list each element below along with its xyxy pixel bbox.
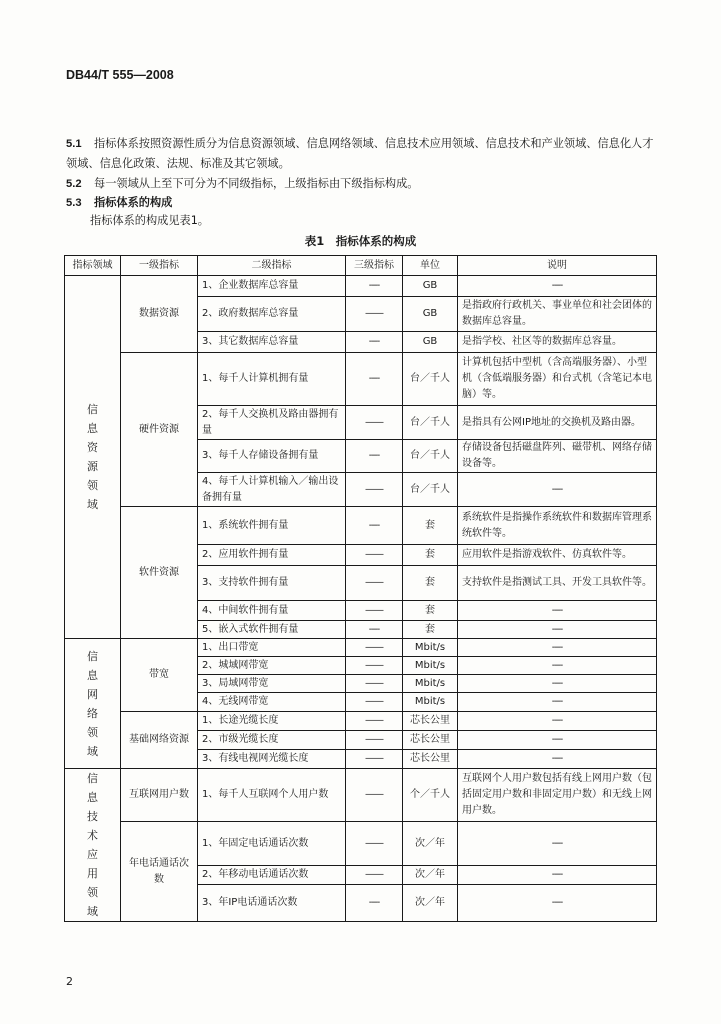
level3-cell: ----	[346, 276, 403, 297]
document-id: DB44/T 555—2008	[66, 68, 174, 82]
domain-cell	[65, 276, 121, 639]
description-cell: ----	[458, 276, 657, 297]
level2-cell: 3、支持软件拥有量	[198, 566, 346, 601]
level3-cell: ——	[346, 297, 403, 332]
table-row	[65, 353, 657, 406]
level2-cell: 1、每千人互联网个人用户数	[198, 769, 346, 822]
level3-cell: ——	[346, 657, 403, 675]
unit-cell: 次／年	[403, 866, 458, 885]
clause-title: 指标体系的构成	[94, 196, 173, 209]
unit-cell: Mbit/s	[403, 657, 458, 675]
level2-cell: 3、有线电视网光缆长度	[198, 750, 346, 769]
unit-cell: 芯长公里	[403, 731, 458, 750]
description-cell: 系统软件是指操作系统软件和数据库管理系统软件等。	[458, 507, 657, 545]
header-cell: 二级指标	[198, 256, 346, 276]
description-cell: ----	[458, 657, 657, 675]
unit-cell: GB	[403, 276, 458, 297]
description-cell: ----	[458, 731, 657, 750]
table-row	[65, 276, 657, 297]
level3-cell: ——	[346, 731, 403, 750]
unit-cell: 次／年	[403, 822, 458, 866]
unit-cell: Mbit/s	[403, 675, 458, 693]
description-cell: 支持软件是指测试工具、开发工具软件等。	[458, 566, 657, 601]
page-number: 2	[66, 975, 73, 988]
clause-5-3	[66, 193, 658, 213]
unit-cell: 芯长公里	[403, 750, 458, 769]
level2-cell: 4、无线网带宽	[198, 693, 346, 712]
indicator-table	[64, 255, 657, 922]
level2-cell: 3、年IP电话通话次数	[198, 885, 346, 922]
level1-cell: 软件资源	[121, 507, 198, 639]
clause-number: 5.1	[66, 138, 82, 150]
table-row	[65, 712, 657, 731]
table-row	[65, 639, 657, 657]
level2-cell: 2、每千人交换机及路由器拥有量	[198, 406, 346, 440]
description-cell: 是指具有公网IP地址的交换机及路由器。	[458, 406, 657, 440]
level3-cell: ----	[346, 507, 403, 545]
description-cell: ----	[458, 601, 657, 621]
level1-cell: 互联网用户数	[121, 769, 198, 822]
clause-5-2	[66, 174, 658, 194]
level3-cell: ——	[346, 566, 403, 601]
header-cell: 说明	[458, 256, 657, 276]
level1-cell: 数据资源	[121, 276, 198, 353]
clause-number: 5.3	[66, 197, 82, 209]
level2-cell: 1、系统软件拥有量	[198, 507, 346, 545]
level2-cell: 1、出口带宽	[198, 639, 346, 657]
unit-cell: 次／年	[403, 885, 458, 922]
level3-cell: ——	[346, 822, 403, 866]
level3-cell: ——	[346, 712, 403, 731]
level1-cell: 基础网络资源	[121, 712, 198, 769]
level3-cell: ——	[346, 545, 403, 566]
clause-5-1	[66, 134, 658, 174]
unit-cell: Mbit/s	[403, 639, 458, 657]
level2-cell: 1、企业数据库总容量	[198, 276, 346, 297]
unit-cell: 台／千人	[403, 473, 458, 507]
level2-cell: 2、城域网带宽	[198, 657, 346, 675]
level3-cell: ----	[346, 440, 403, 473]
description-cell: 是指学校、社区等的数据库总容量。	[458, 332, 657, 353]
description-cell: ----	[458, 822, 657, 866]
unit-cell: GB	[403, 297, 458, 332]
level2-cell: 3、其它数据库总容量	[198, 332, 346, 353]
header-cell: 单位	[403, 256, 458, 276]
level3-cell: ——	[346, 473, 403, 507]
table-header-row	[65, 256, 657, 276]
unit-cell: 套	[403, 566, 458, 601]
level3-cell: ----	[346, 621, 403, 639]
header-cell: 指标领域	[65, 256, 121, 276]
unit-cell: 台／千人	[403, 406, 458, 440]
level3-cell: ----	[346, 885, 403, 922]
level2-cell: 4、中间软件拥有量	[198, 601, 346, 621]
level3-cell: ——	[346, 769, 403, 822]
level1-cell: 带宽	[121, 639, 198, 712]
level2-cell: 3、每千人存储设备拥有量	[198, 440, 346, 473]
level3-cell: ——	[346, 866, 403, 885]
level2-cell: 1、长途光缆长度	[198, 712, 346, 731]
domain-label: 信息技术应用领域	[87, 772, 98, 918]
unit-cell: 套	[403, 601, 458, 621]
level3-cell: ——	[346, 601, 403, 621]
domain-label: 信息资源领域	[87, 403, 98, 511]
description-cell: ----	[458, 885, 657, 922]
level2-cell: 5、嵌入式软件拥有量	[198, 621, 346, 639]
unit-cell: 个／千人	[403, 769, 458, 822]
description-cell: ----	[458, 621, 657, 639]
unit-cell: 套	[403, 545, 458, 566]
level2-cell: 2、政府数据库总容量	[198, 297, 346, 332]
level1-cell: 年电话通话次数	[121, 822, 198, 922]
description-cell: ----	[458, 639, 657, 657]
domain-cell	[65, 769, 121, 922]
description-cell: 计算机包括中型机（含高端服务器）、小型机（含低端服务器）和台式机（含笔记本电脑）等。	[458, 353, 657, 406]
level3-cell: ——	[346, 750, 403, 769]
level3-cell: ——	[346, 675, 403, 693]
level1-cell: 硬件资源	[121, 353, 198, 507]
unit-cell: 套	[403, 507, 458, 545]
description-cell: ----	[458, 750, 657, 769]
table-caption: 表1 指标体系的构成	[304, 234, 417, 248]
unit-cell: 台／千人	[403, 353, 458, 406]
description-cell: 应用软件是指游戏软件、仿真软件等。	[458, 545, 657, 566]
level3-cell: ——	[346, 639, 403, 657]
unit-cell: 芯长公里	[403, 712, 458, 731]
table-row	[65, 507, 657, 545]
clause-5-3-text: 指标体系的构成见表1。	[90, 214, 209, 227]
domain-label: 信息网络领域	[87, 649, 98, 758]
level2-cell: 1、年固定电话通话次数	[198, 822, 346, 866]
level2-cell: 1、每千人计算机拥有量	[198, 353, 346, 406]
level3-cell: ----	[346, 353, 403, 406]
unit-cell: 台／千人	[403, 440, 458, 473]
clause-number: 5.2	[66, 178, 82, 190]
level2-cell: 2、应用软件拥有量	[198, 545, 346, 566]
unit-cell: 套	[403, 621, 458, 639]
level2-cell: 2、年移动电话通话次数	[198, 866, 346, 885]
clause-text: 每一领域从上至下可分为不同级指标，上级指标由下级指标构成。	[94, 177, 419, 190]
description-cell: ----	[458, 712, 657, 731]
description-cell: ----	[458, 866, 657, 885]
table-row	[65, 769, 657, 822]
description-cell: ----	[458, 473, 657, 507]
table-row	[65, 822, 657, 866]
level2-cell: 4、每千人计算机输入／输出设备拥有量	[198, 473, 346, 507]
header-cell: 三级指标	[346, 256, 403, 276]
level2-cell: 3、局域网带宽	[198, 675, 346, 693]
header-cell: 一级指标	[121, 256, 198, 276]
description-cell: 是指政府行政机关、事业单位和社会团体的数据库总容量。	[458, 297, 657, 332]
level3-cell: ----	[346, 332, 403, 353]
level3-cell: ——	[346, 693, 403, 712]
clause-text: 指标体系按照资源性质分为信息资源领域、信息网络领域、信息技术应用领域、信息技术和产业领域、信息化人才领域、信息化政策、法规、标准及其它领域。	[66, 137, 654, 170]
description-cell: 互联网个人用户数包括有线上网用户数（包括固定用户数和非固定用户数）和无线上网用户数。	[458, 769, 657, 822]
unit-cell: GB	[403, 332, 458, 353]
unit-cell: Mbit/s	[403, 693, 458, 712]
description-cell: 存储设备包括磁盘阵列、磁带机、网络存储设备等。	[458, 440, 657, 473]
description-cell: ----	[458, 693, 657, 712]
description-cell: ----	[458, 675, 657, 693]
level3-cell: ——	[346, 406, 403, 440]
level2-cell: 2、市级光缆长度	[198, 731, 346, 750]
domain-cell	[65, 639, 121, 769]
